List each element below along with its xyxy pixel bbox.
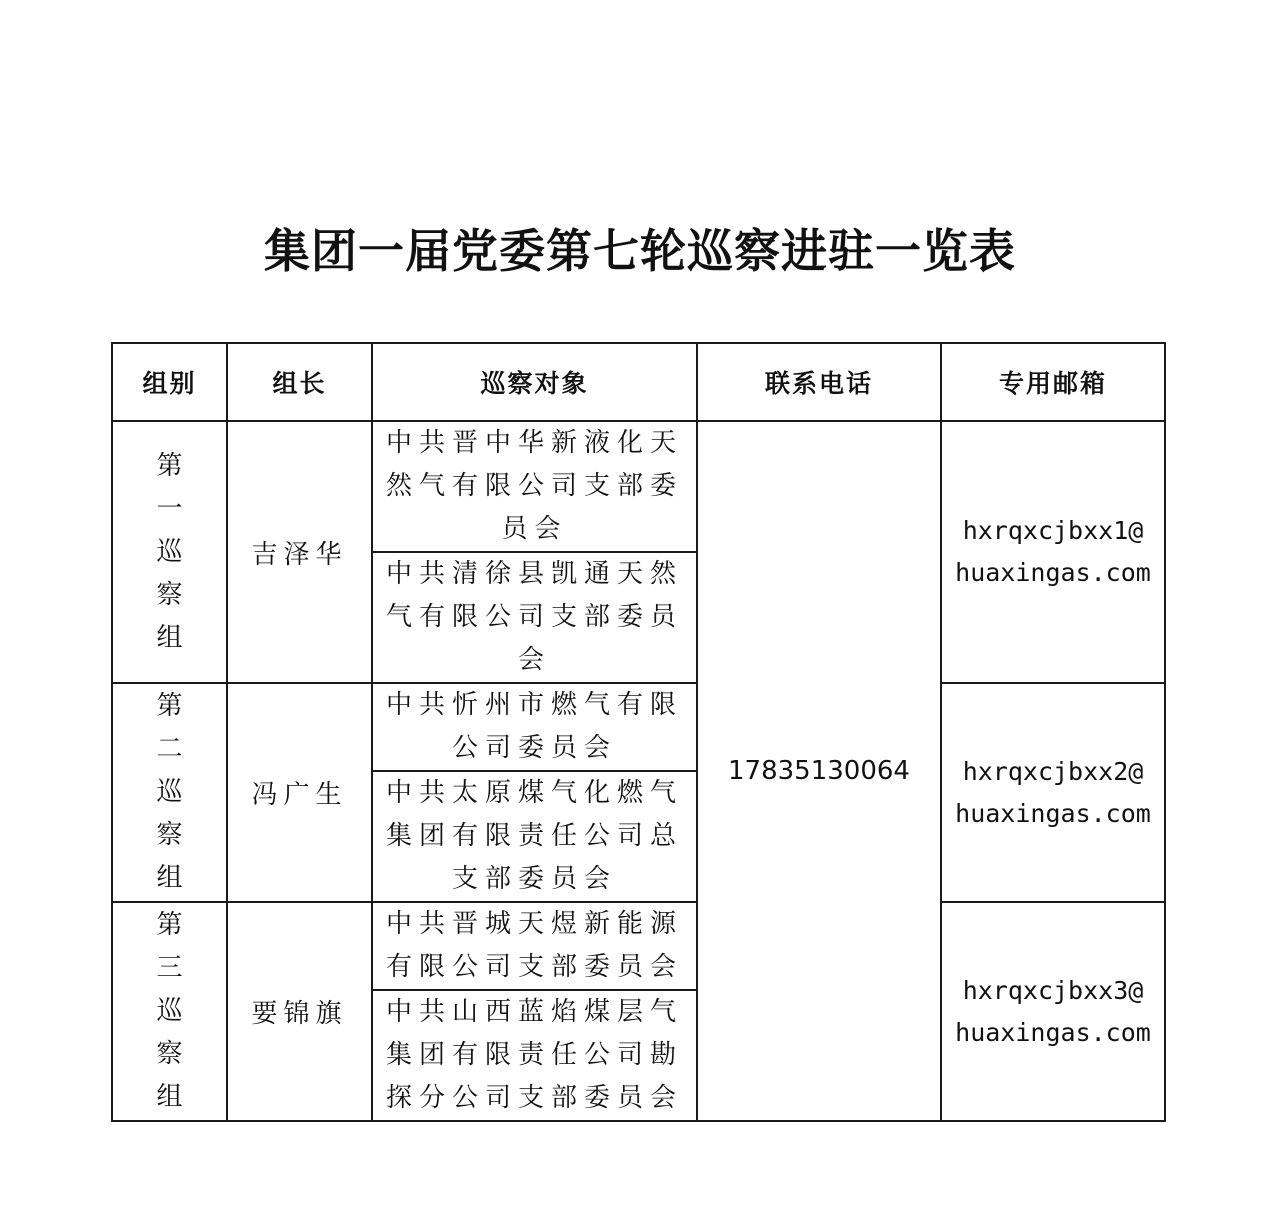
target-cell: 中共忻州市燃气有限公司委员会 [372,683,697,771]
target-cell: 中共晋城天煜新能源有限公司支部委员会 [372,902,697,990]
email-cell [941,421,1165,683]
table-row [112,902,1165,990]
header-phone: 联系电话 [697,343,941,421]
table-header-row [112,343,1165,421]
group-name-char: 组 [156,1082,183,1112]
table-row [112,421,1165,552]
leader-cell: 吉泽华 [227,421,372,683]
group-name-char: 巡 [156,536,183,567]
inspection-roster-table [111,342,1166,1122]
group-name-char: 察 [156,1039,183,1069]
group-name-char: 察 [156,820,183,850]
email-line: huaxingas.com [955,558,1151,587]
email-line: hxrqxcjbxx3@ [962,975,1144,1005]
email-line: huaxingas.com [955,798,1151,828]
group-name-char: 第 [156,450,183,481]
group-name-char: 巡 [156,777,183,807]
phone-cell: 17835130064 [697,421,941,1121]
target-cell: 中共太原煤气化燃气集团有限责任公司总支部委员会 [372,771,697,902]
group-name-cell [112,902,227,1121]
email-line: huaxingas.com [955,1017,1151,1047]
target-cell: 中共山西蓝焰煤层气集团有限责任公司勘探分公司支部委员会 [372,990,697,1121]
table-row [112,683,1165,771]
group-name-char: 三 [156,953,183,983]
leader-cell: 冯广生 [227,683,372,902]
group-name-char: 组 [156,863,183,893]
email-cell [941,902,1165,1121]
group-name-char: 一 [156,493,183,524]
group-name-char: 第 [156,910,183,940]
document-title: 集团一届党委第七轮巡察进驻一览表 [264,224,1016,278]
email-cell [941,683,1165,902]
header-leader: 组长 [227,343,372,421]
group-name-char: 察 [156,579,183,610]
header-email: 专用邮箱 [941,343,1165,421]
group-name-char: 组 [156,622,183,653]
email-line: hxrqxcjbxx1@ [962,516,1144,545]
group-name-char: 二 [156,734,183,764]
group-name-char: 巡 [156,996,183,1026]
email-line: hxrqxcjbxx2@ [962,756,1144,786]
header-group: 组别 [112,343,227,421]
group-name-cell [112,421,227,683]
leader-cell: 要锦旗 [227,902,372,1121]
target-cell: 中共晋中华新液化天然气有限公司支部委员会 [372,421,697,552]
target-cell: 中共清徐县凯通天然气有限公司支部委员会 [372,552,697,683]
header-target: 巡察对象 [372,343,697,421]
group-name-cell [112,683,227,902]
group-name-char: 第 [156,691,183,721]
